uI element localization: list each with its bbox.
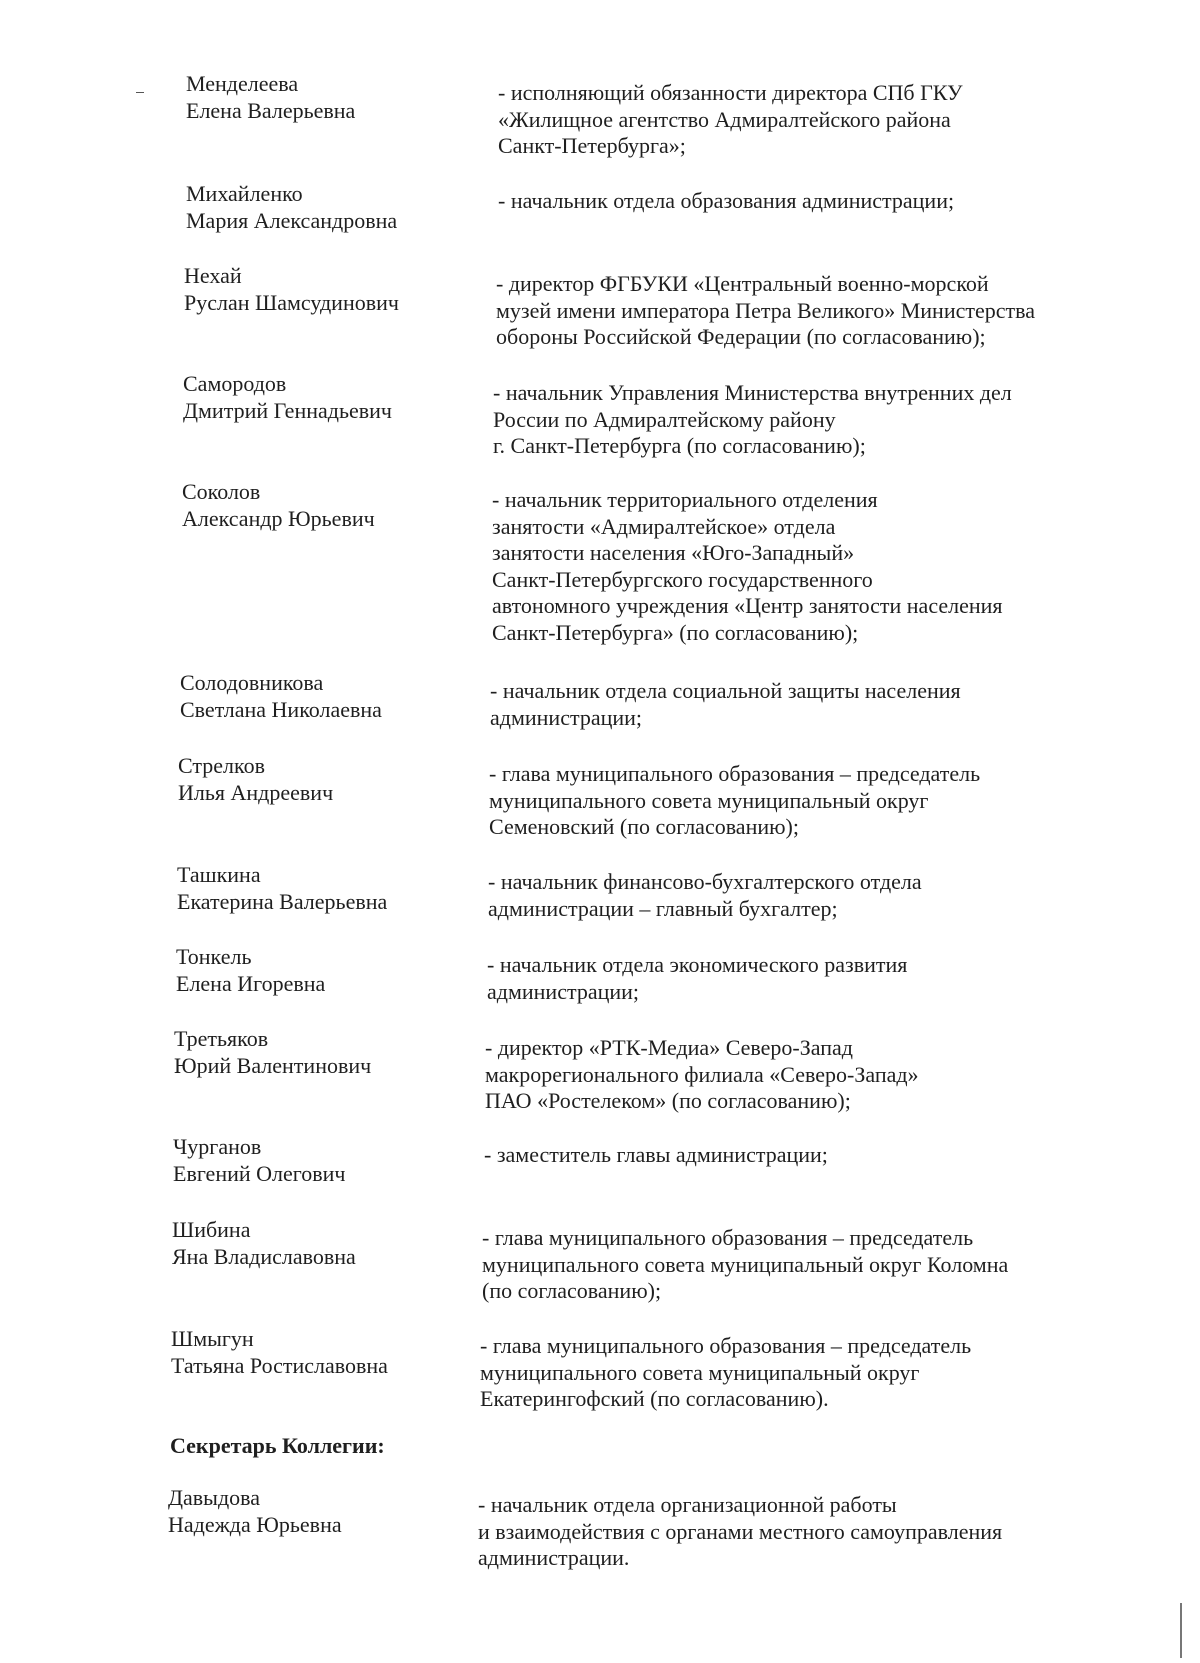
role-line: - начальник Управления Министерства внутренних дел: [493, 380, 1012, 405]
member-surname: Тонкель: [176, 944, 252, 969]
member-name: [172, 1217, 356, 1270]
member-role: [484, 1142, 828, 1169]
role-line: ПАО «Ростелеком» (по согласованию);: [485, 1088, 851, 1113]
secretary-heading: Секретарь Коллегии:: [170, 1433, 385, 1458]
member-surname: Чурганов: [173, 1134, 262, 1159]
member-surname: Нехай: [184, 263, 242, 288]
member-name: [182, 479, 375, 532]
member-name: [186, 181, 397, 234]
member-role: [480, 1333, 971, 1413]
role-line: - начальник отдела экономического развития: [487, 952, 908, 977]
role-line: России по Адмиралтейскому району: [493, 406, 836, 432]
member-surname: Соколов: [182, 479, 261, 504]
member-role: [496, 271, 1035, 351]
member-role: [490, 678, 961, 731]
member-role: [493, 380, 1012, 460]
secretary-name: [168, 1485, 342, 1538]
role-line: - начальник отдела социальной защиты населения: [490, 678, 961, 703]
role-line: - глава муниципального образования – председатель: [489, 761, 981, 786]
secretary-role: [478, 1492, 1002, 1572]
member-given-names: Яна Владиславовна: [172, 1243, 356, 1269]
member-name: [173, 1134, 345, 1187]
member-given-names: Елена Игоревна: [176, 970, 326, 996]
secretary-given-names: Надежда Юрьевна: [168, 1511, 342, 1537]
member-name: [183, 371, 392, 424]
role-line: администрации.: [478, 1545, 630, 1570]
member-surname: Третьяков: [174, 1026, 269, 1051]
member-surname: Менделеева: [186, 71, 299, 96]
role-line: автономного учреждения «Центр занятости населения: [492, 593, 1003, 618]
member-name: [184, 263, 399, 316]
member-given-names: Мария Александровна: [186, 207, 398, 233]
role-line: занятости «Адмиралтейское» отдела: [492, 513, 836, 539]
member-role: [488, 869, 922, 922]
role-line: обороны Российской Федерации (по согласованию);: [496, 324, 986, 349]
member-role: [498, 80, 963, 160]
member-role: [498, 188, 954, 215]
role-line: муниципального совета муниципальный округ: [480, 1359, 920, 1385]
role-line: администрации;: [487, 978, 640, 1004]
member-given-names: Татьяна Ростиславовна: [171, 1352, 388, 1378]
role-line: администрации;: [490, 704, 643, 730]
member-surname: Стрелков: [178, 753, 265, 778]
role-line: - заместитель главы администрации;: [484, 1142, 828, 1167]
member-surname: Самородов: [183, 371, 287, 396]
member-role: [487, 952, 907, 1005]
role-line: - директор ФГБУКИ «Центральный военно-морской: [496, 271, 989, 296]
role-line: Санкт-Петербурга» (по согласованию);: [492, 619, 859, 645]
secretary-surname: Давыдова: [168, 1485, 260, 1510]
member-given-names: Екатерина Валерьевна: [177, 888, 388, 914]
member-name: [176, 944, 325, 997]
scan-mark: [136, 92, 144, 93]
role-line: Санкт-Петербурга»;: [498, 133, 686, 158]
role-line: занятости населения «Юго-Западный»: [492, 540, 855, 565]
member-given-names: Юрий Валентинович: [174, 1052, 372, 1078]
member-name: [174, 1026, 371, 1079]
role-line: - начальник отдела образования администрации;: [498, 188, 955, 213]
member-given-names: Руслан Шамсудинович: [184, 289, 399, 315]
role-line: Семеновский (по согласованию);: [489, 814, 799, 839]
member-given-names: Светлана Николаевна: [180, 696, 382, 722]
role-line: Санкт-Петербургского государственного: [492, 566, 873, 592]
member-name: [180, 670, 382, 723]
member-name: [171, 1326, 388, 1379]
role-line: - глава муниципального образования – председатель: [482, 1225, 974, 1250]
member-role: [489, 761, 980, 841]
role-line: - начальник финансово-бухгалтерского отдела: [488, 869, 922, 894]
role-line: макрорегионального филиала «Северо-Запад»: [485, 1061, 919, 1087]
member-given-names: Александр Юрьевич: [182, 505, 375, 531]
role-line: муниципального совета муниципальный округ: [489, 787, 929, 813]
member-role: [482, 1225, 1008, 1305]
member-given-names: Илья Андреевич: [178, 779, 334, 805]
role-line: муниципального совета муниципальный округ Коломна: [482, 1251, 1009, 1277]
member-role: [485, 1035, 919, 1115]
member-surname: Ташкина: [177, 862, 261, 887]
member-given-names: Елена Валерьевна: [186, 97, 356, 123]
role-line: - глава муниципального образования – председатель: [480, 1333, 972, 1358]
member-name: [186, 71, 355, 124]
member-given-names: Евгений Олегович: [173, 1160, 346, 1186]
role-line: (по согласованию);: [482, 1278, 662, 1303]
member-name: [178, 753, 333, 806]
member-surname: Шибина: [172, 1217, 251, 1242]
role-line: - начальник территориального отделения: [492, 487, 878, 512]
role-line: г. Санкт-Петербурга (по согласованию);: [493, 433, 866, 458]
role-line: музей имени императора Петра Великого» Министерства: [496, 297, 1035, 323]
member-role: [492, 487, 1003, 646]
role-line: - директор «РТК-Медиа» Северо-Запад: [485, 1035, 853, 1060]
role-line: Екатерингофский (по согласованию).: [480, 1386, 829, 1411]
role-line: - начальник отдела организационной работы: [478, 1492, 897, 1517]
role-line: «Жилищное агентство Адмиралтейского района: [498, 106, 951, 132]
member-surname: Михайленко: [186, 181, 303, 206]
member-given-names: Дмитрий Геннадьевич: [183, 397, 392, 423]
role-line: - исполняющий обязанности директора СПб ГКУ: [498, 80, 963, 105]
member-name: [177, 862, 387, 915]
member-surname: Солодовникова: [180, 670, 324, 695]
scan-edge-mark: [1180, 1603, 1182, 1658]
role-line: администрации – главный бухгалтер;: [488, 895, 838, 921]
member-surname: Шмыгун: [171, 1326, 254, 1351]
role-line: и взаимодействия с органами местного самоуправления: [478, 1518, 1003, 1544]
